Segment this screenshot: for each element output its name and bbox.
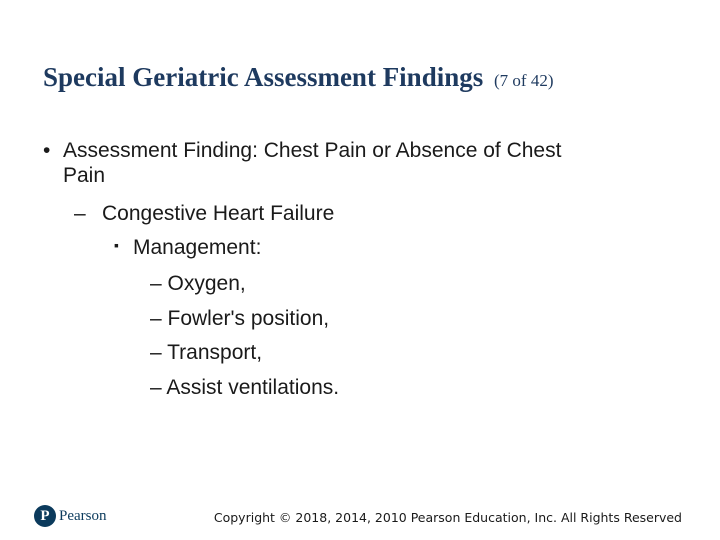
pearson-logo-icon: P (34, 505, 56, 527)
management-item: – Fowler's position, (150, 307, 330, 330)
management-item: – Assist ventilations. (150, 376, 340, 399)
management-item: – Oxygen, (150, 272, 246, 295)
sub-bullet-item: Congestive Heart Failure (102, 202, 335, 225)
pearson-logo-text: Pearson (59, 507, 107, 524)
sub-bullet-marker: – (74, 202, 86, 225)
pearson-logo (34, 505, 107, 527)
bullet-item: Assessment Finding: Chest Pain or Absence of Chest (63, 139, 562, 162)
management-item: – Transport, (150, 341, 263, 364)
slide-number: (7 of 42) (494, 71, 554, 90)
slide-title (43, 62, 553, 93)
bullet-item-continuation: Pain (63, 164, 106, 187)
bullet-marker: • (43, 139, 51, 162)
sub-sub-bullet-marker: ▪ (114, 237, 119, 253)
sub-sub-bullet-item: Management: (133, 236, 262, 259)
slide-title-text: Special Geriatric Assessment Findings (43, 62, 484, 92)
copyright-notice: Copyright © 2018, 2014, 2010 Pearson Education, Inc. All Rights Reserved (213, 510, 682, 525)
